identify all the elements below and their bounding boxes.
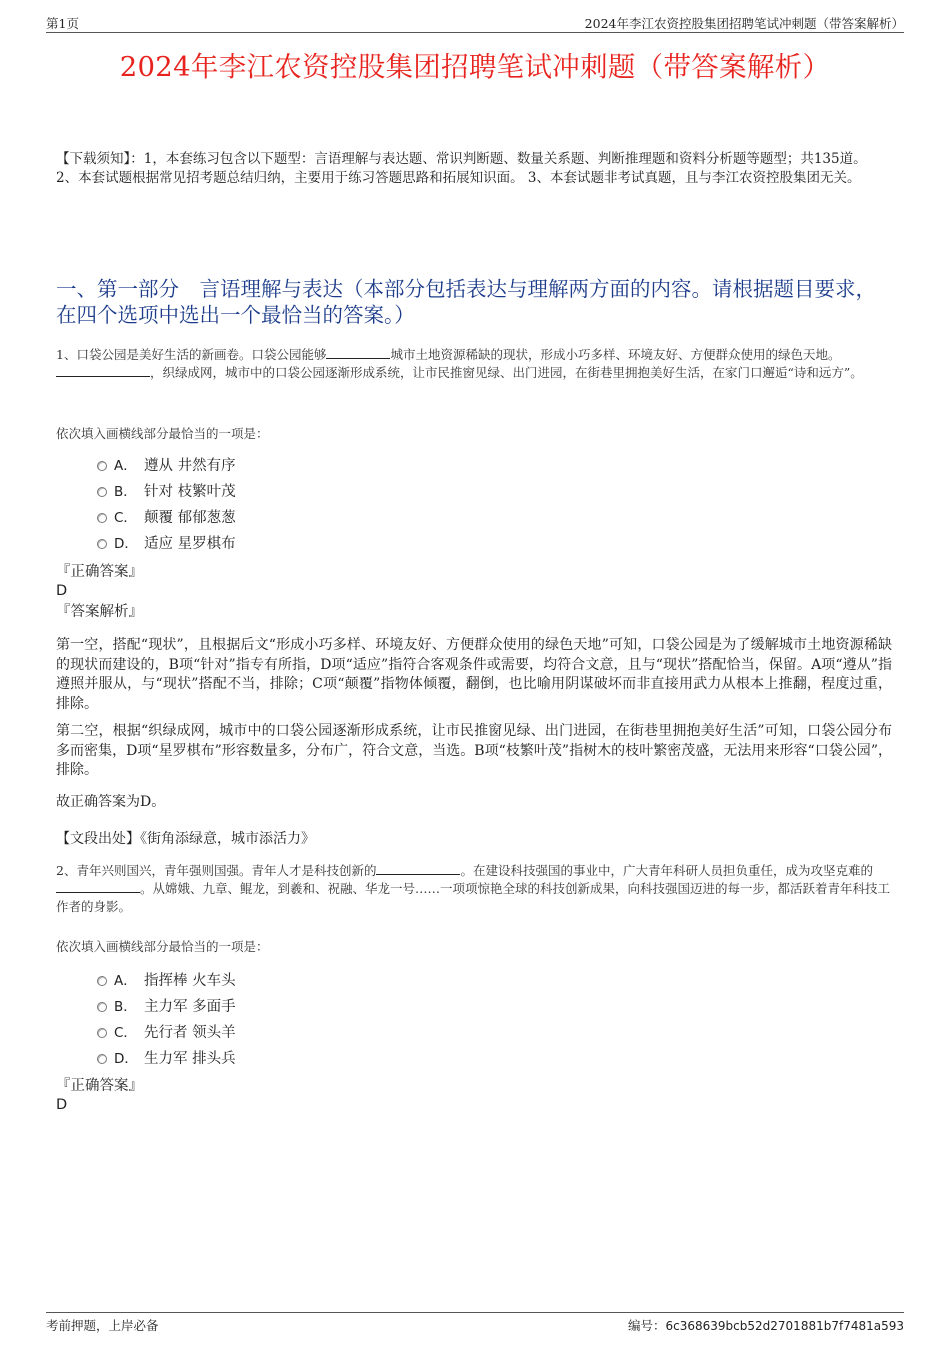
q1-blank-2 bbox=[56, 364, 150, 377]
page-header bbox=[46, 12, 904, 33]
download-notice: 【下载须知】：1，本套练习包含以下题型：言语理解与表达题、常识判断题、数量关系题、判断推理题和资料分析题等题型；共135道。 2、本套试题根据常见招考题总结归纳，主要用于练习答题思路和拓展知识面。 3、本套试题非考试真题，且与李江农资控股集团无关。 bbox=[56, 151, 867, 186]
radio-icon[interactable] bbox=[97, 513, 107, 523]
footer-code: 编号：6c368639bcb52d2701881b7f7481a593 bbox=[628, 1318, 904, 1333]
question-2-stem bbox=[56, 862, 892, 916]
q1-options bbox=[56, 453, 892, 557]
page-number: 第1页 bbox=[46, 16, 79, 31]
q1-option-b[interactable]: B． 针对 枝繁叶茂 bbox=[56, 479, 892, 505]
q1-stem-part-b: 城市土地资源稀缺的现状，形成小巧多样、环境友好、方便群众使用的绿色天地。 bbox=[390, 347, 841, 362]
q1-source: 【文段出处】《街角添绿意，城市添活力》 bbox=[56, 831, 315, 847]
document-title: 2024年李江农资控股集团招聘笔试冲刺题（带答案解析） bbox=[119, 51, 831, 83]
q2-instruction: 依次填入画横线部分最恰当的一项是： bbox=[56, 939, 269, 954]
radio-icon[interactable] bbox=[97, 539, 107, 549]
q1-option-d[interactable]: D． 适应 星罗棋布 bbox=[56, 531, 892, 557]
radio-icon[interactable] bbox=[97, 1054, 107, 1064]
q2-blank-1 bbox=[376, 862, 460, 875]
q1-answer: D bbox=[56, 583, 68, 599]
q2-blank-2 bbox=[56, 880, 140, 893]
q2-option-c[interactable]: C． 先行者 领头羊 bbox=[56, 1020, 892, 1046]
q2-answer-label: 『正确答案』 bbox=[56, 1078, 143, 1094]
q1-stem-part-a: 1、口袋公园是美好生活的新画卷。口袋公园能够 bbox=[56, 347, 327, 362]
section-title: 一、第一部分 言语理解与表达（本部分包括表达与理解两方面的内容。请根据题目要求，在四个选项中选出一个最恰当的答案。） bbox=[56, 277, 876, 327]
footer-slogan: 考前押题，上岸必备 bbox=[46, 1318, 159, 1333]
q1-stem-part-c: ，织绿成网，城市中的口袋公园逐渐形成系统，让市民推窗见绿、出门进园，在街巷里拥抱美好生活，在家门口邂逅“诗和远方”。 bbox=[150, 365, 863, 380]
q1-option-a[interactable]: A． 遵从 井然有序 bbox=[56, 453, 892, 479]
q2-options bbox=[56, 968, 892, 1072]
radio-icon[interactable] bbox=[97, 487, 107, 497]
q1-option-c[interactable]: C． 颠覆 郁郁葱葱 bbox=[56, 505, 892, 531]
q1-analysis-paragraph-2: 第二空，根据“织绿成网，城市中的口袋公园逐渐形成系统，让市民推窗见绿、出门进园，在街巷里拥抱美好生活”可知，口袋公园分布多而密集，D项“星罗棋布”形容数量多，分布广，符合文意，当选。B项“枝繁叶茂”指树木的枝叶繁密茂盛，无法用来形容“口袋公园”，排除。 bbox=[56, 723, 892, 778]
q2-option-d[interactable]: D． 生力军 排头兵 bbox=[56, 1046, 892, 1072]
q1-answer-label: 『正确答案』 bbox=[56, 564, 143, 580]
question-1-stem bbox=[56, 346, 892, 382]
q2-answer: D bbox=[56, 1097, 68, 1113]
q1-analysis-label: 『答案解析』 bbox=[56, 604, 143, 620]
page-footer bbox=[46, 1312, 904, 1333]
q2-stem-part-a: 2、青年兴则国兴，青年强则国强。青年人才是科技创新的 bbox=[56, 863, 377, 878]
q2-stem-part-b: 。在建设科技强国的事业中，广大青年科研人员担负重任，成为攻坚克难的 bbox=[460, 863, 873, 878]
q1-instruction: 依次填入画横线部分最恰当的一项是： bbox=[56, 426, 269, 441]
q2-stem-part-c: 。从嫦娥、九章、鲲龙，到羲和、祝融、华龙一号……一项项惊艳全球的科技创新成果，向科技强国迈进的每一步，都活跃着青年科技工作者的身影。 bbox=[56, 881, 891, 914]
radio-icon[interactable] bbox=[97, 976, 107, 986]
q2-option-a[interactable]: A． 指挥棒 火车头 bbox=[56, 968, 892, 994]
q1-blank-1 bbox=[326, 346, 390, 359]
q1-analysis-paragraph-1: 第一空，搭配“现状”，且根据后文“形成小巧多样、环境友好、方便群众使用的绿色天地”可知，口袋公园是为了缓解城市土地资源稀缺的现状而建设的，B项“针对”指专有所指，D项“适应”指符合客观条件或需要，均符合文意，且与“现状”搭配恰当，保留。A项“遵从”指遵照并服从，与“现状”搭配不当，排除；C项“颠覆”指物体倾覆，翻倒，也比喻用阴谋破坏而非直接用武力从根本上推翻，程度过重，排除。 bbox=[56, 637, 892, 712]
q2-option-b[interactable]: B． 主力军 多面手 bbox=[56, 994, 892, 1020]
header-doc-title: 2024年李江农资控股集团招聘笔试冲刺题（带答案解析） bbox=[584, 16, 904, 31]
radio-icon[interactable] bbox=[97, 1028, 107, 1038]
radio-icon[interactable] bbox=[97, 461, 107, 471]
q1-conclusion: 故正确答案为D。 bbox=[56, 794, 166, 810]
radio-icon[interactable] bbox=[97, 1002, 107, 1012]
